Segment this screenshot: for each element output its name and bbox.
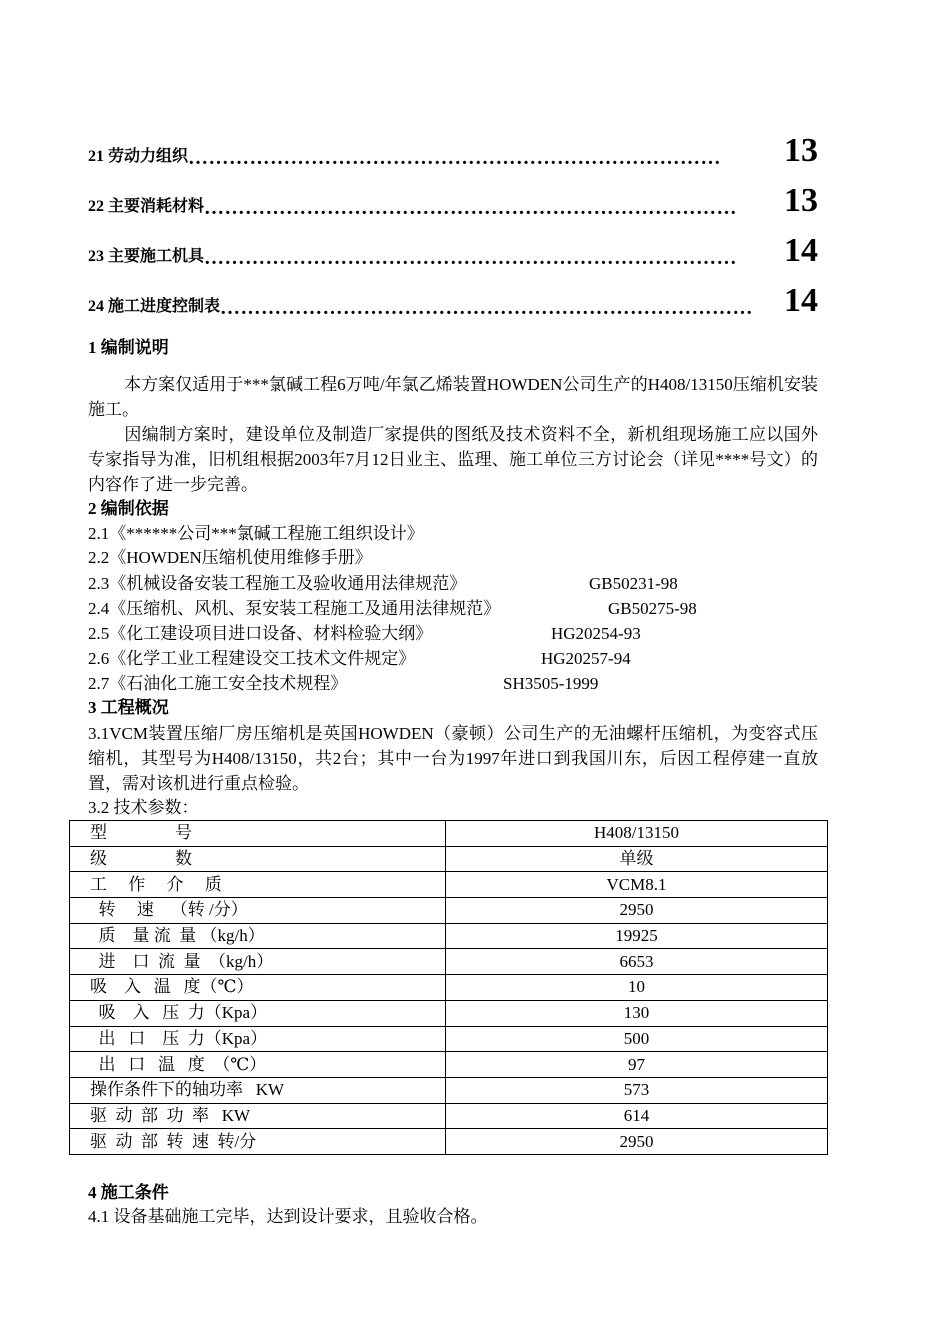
param-name: 吸 入 温 度（℃） — [70, 975, 446, 1001]
reference-code: GB50275-98 — [608, 599, 697, 618]
param-name: 驱 动 部 转 速 转/分 — [70, 1129, 446, 1155]
toc-page-number: 14 — [784, 282, 818, 319]
paragraph — [88, 422, 818, 497]
reference-item: 2.6《化学工业工程建设交工技术文件规定》 — [88, 649, 416, 668]
section-heading: 3 工程概况 — [88, 698, 169, 717]
table-row — [70, 975, 828, 1001]
reference-item: 2.5《化工建设项目进口设备、材料检验大纲》 — [88, 624, 433, 643]
reference-code: HG20254-93 — [551, 624, 641, 643]
param-value: 6653 — [446, 949, 828, 975]
reference-item: 2.1《******公司***氯碱工程施工组织设计》 — [88, 524, 424, 543]
table-row — [70, 846, 828, 872]
table-row — [70, 949, 828, 975]
param-name: 驱 动 部 功 率 KW — [70, 1103, 446, 1129]
param-name: 吸 入 压 力（Kpa） — [70, 1000, 446, 1026]
reference-item: 2.3《机械设备安装工程施工及验收通用法律规范》 — [88, 574, 467, 593]
table-row — [70, 923, 828, 949]
param-name: 出 口 温 度 （℃） — [70, 1052, 446, 1078]
table-row — [70, 1026, 828, 1052]
toc-label: 22 主要消耗材料 — [88, 198, 205, 215]
table-row — [70, 872, 828, 898]
toc-entry[interactable] — [88, 128, 818, 168]
param-name: 工 作 介 质 — [70, 872, 446, 898]
param-value: 单级 — [446, 846, 828, 872]
reference-code: GB50231-98 — [589, 574, 678, 593]
paragraph-text: 因编制方案时，建设单位及制造厂家提供的图纸及技术资料不全，新机组现场施工应以国外专家指导为准，旧机组根据2003年7月12日业主、监理、施工单位三方讨论会（详见****号文）的内容作了进一步完善。 — [88, 425, 818, 494]
toc-leader-dots: …………………………………………………………………… — [220, 298, 754, 318]
param-value: 10 — [446, 975, 828, 1001]
toc-entry[interactable] — [88, 178, 818, 218]
param-name: 质 量 流 量 （kg/h） — [70, 923, 446, 949]
toc-label: 21 劳动力组织 — [88, 148, 189, 165]
table-row — [70, 1077, 828, 1103]
param-value: 19925 — [446, 923, 828, 949]
param-value: 2950 — [446, 898, 828, 924]
paragraph — [88, 372, 818, 422]
section-heading: 4 施工条件 — [88, 1183, 169, 1202]
table-row — [70, 821, 828, 847]
toc-page-number: 14 — [784, 232, 818, 269]
param-value: 500 — [446, 1026, 828, 1052]
table-row — [70, 1052, 828, 1078]
toc-page-number: 13 — [784, 132, 818, 169]
param-name: 级 数 — [70, 846, 446, 872]
condition-item: 4.1 设备基础施工完毕，达到设计要求，且验收合格。 — [88, 1207, 488, 1226]
toc-leader-dots: …………………………………………………………………… — [204, 198, 738, 218]
param-value: 614 — [446, 1103, 828, 1129]
toc-label: 23 主要施工机具 — [88, 248, 205, 265]
section-heading: 2 编制依据 — [88, 499, 169, 518]
param-value: 97 — [446, 1052, 828, 1078]
param-value: 573 — [446, 1077, 828, 1103]
toc-leader-dots: …………………………………………………………………… — [204, 248, 738, 268]
reference-code: SH3505-1999 — [503, 674, 599, 693]
param-value: 130 — [446, 1000, 828, 1026]
param-name: 进 口 流 量 （kg/h） — [70, 949, 446, 975]
param-value: 2950 — [446, 1129, 828, 1155]
param-name: 出 口 压 力（Kpa） — [70, 1026, 446, 1052]
toc-entry[interactable] — [88, 228, 818, 268]
param-name: 型 号 — [70, 821, 446, 847]
toc-label: 24 施工进度控制表 — [88, 298, 221, 315]
toc-entry[interactable] — [88, 278, 818, 318]
reference-code: HG20257-94 — [541, 649, 631, 668]
paragraph-text: 本方案仅适用于***氯碱工程6万吨/年氯乙烯装置HOWDEN公司生产的H408/13150压缩机安装施工。 — [88, 375, 818, 419]
table-row — [70, 1129, 828, 1155]
reference-item: 2.4《压缩机、风机、泵安装工程施工及通用法律规范》 — [88, 599, 501, 618]
technical-parameters-table — [69, 820, 828, 1155]
reference-item: 2.7《石油化工施工安全技术规程》 — [88, 674, 348, 693]
toc-leader-dots: …………………………………………………………………… — [188, 148, 722, 168]
param-value: VCM8.1 — [446, 872, 828, 898]
table-row — [70, 898, 828, 924]
param-name: 操作条件下的轴功率 KW — [70, 1077, 446, 1103]
table-row — [70, 1000, 828, 1026]
section-heading: 1 编制说明 — [88, 338, 169, 357]
param-value: H408/13150 — [446, 821, 828, 847]
table-row — [70, 1103, 828, 1129]
toc-page-number: 13 — [784, 182, 818, 219]
paragraph: 3.1VCM装置压缩厂房压缩机是英国HOWDEN（豪顿）公司生产的无油螺杆压缩机，为变容式压缩机，其型号为H408/13150，共2台；其中一台为1997年进口到我国川东，后因工程停建一直放置，需对该机进行重点检验。 — [88, 724, 818, 793]
table-caption: 3.2 技术参数： — [88, 798, 199, 817]
reference-item: 2.2《HOWDEN压缩机使用维修手册》 — [88, 548, 372, 567]
param-name: 转 速 （转 /分） — [70, 898, 446, 924]
